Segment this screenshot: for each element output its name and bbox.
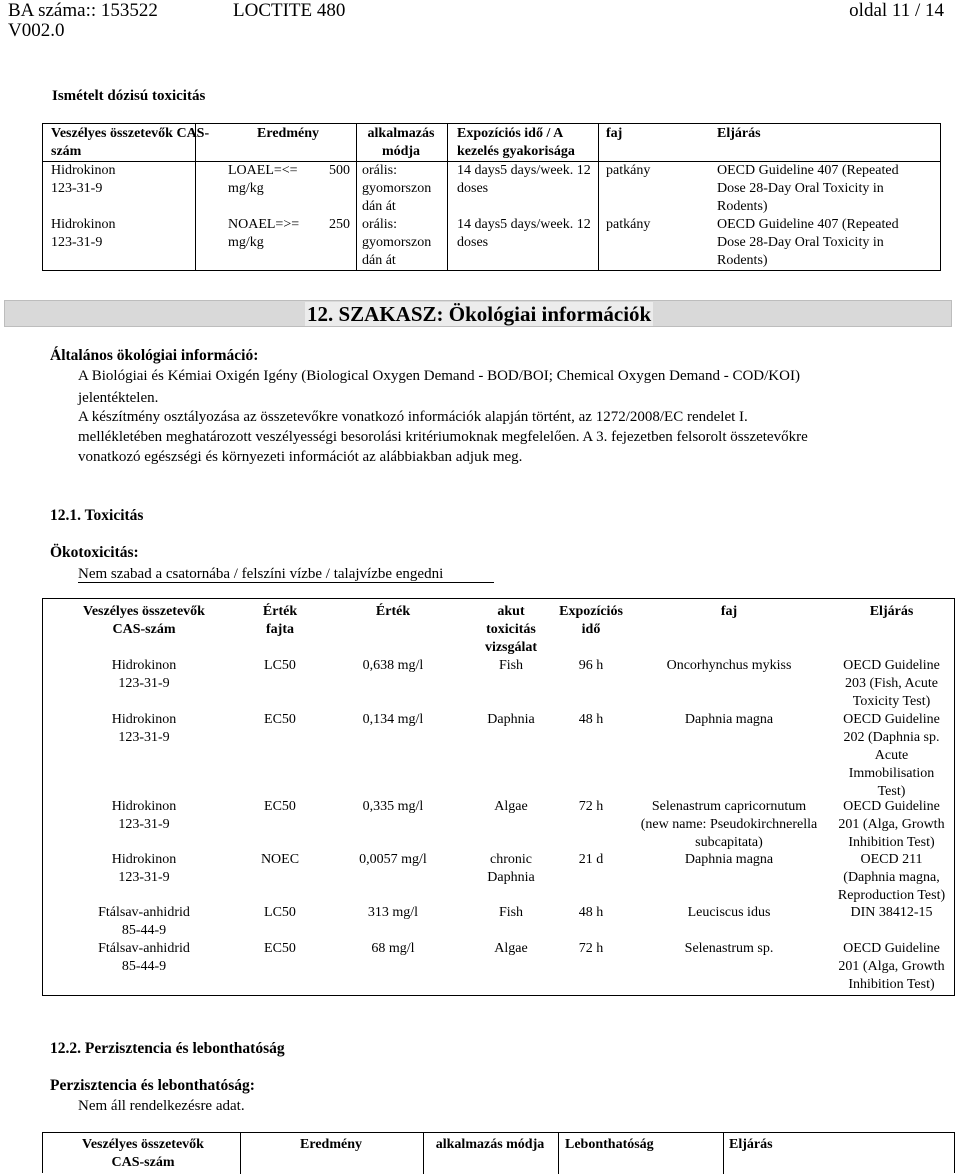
ecotox-text: Nem szabad a csatornába / felszíni vízbe / talajvízbe engedni [78, 566, 444, 582]
substance-cell: Hidrokinon 123-31-9 [111, 799, 177, 832]
method-cell: DIN 38412-15 [850, 905, 933, 920]
persistence-heading: 12.2. Perzisztencia és lebonthatóság [50, 1040, 285, 1057]
persistence-text: Nem áll rendelkezésre adat. [78, 1098, 245, 1114]
col-substance: Veszélyes összetevők CAS-szám [51, 126, 210, 159]
substance-cell: Hidrokinon 123-31-9 [111, 658, 177, 691]
substance-cell: Ftálsav-anhidrid 85-44-9 [98, 941, 190, 974]
col-species: faj [720, 604, 738, 619]
col-substance: Veszélyes összetevők CAS-szám [83, 604, 205, 637]
page-number: oldal 11 / 14 [849, 0, 944, 21]
col-route: alkalmazás módja [367, 126, 435, 159]
value-cell: 0,134 mg/l [362, 712, 424, 727]
acute-test-cell: Algae [494, 941, 528, 956]
general-eco-line-1: A Biológiai és Kémiai Oxigén Igény (Biological Oxygen Demand - BOD/BOI; Chemical Oxygen Demand - COD/KOI) [78, 368, 800, 384]
value-cell: 313 mg/l [367, 905, 419, 920]
value-cell: 0,0057 mg/l [359, 852, 427, 867]
value-type-cell: EC50 [264, 799, 296, 814]
route-cell: orális: gyomorszon dán át [362, 217, 432, 268]
exposure-cell: 48 h [578, 905, 604, 920]
ecotox-heading: Ökotoxicitás: [50, 544, 139, 561]
acute-test-cell: Fish [498, 658, 524, 673]
version: V002.0 [8, 20, 65, 41]
page-header [8, 0, 952, 42]
method-cell: OECD Guideline 201 (Alga, Growth Inhibition Test) [838, 941, 945, 992]
section-12-title: 12. SZAKASZ: Ökológiai információk [307, 302, 652, 326]
col-degradability: Lebonthatóság [565, 1137, 654, 1152]
method-cell: OECD Guideline 202 (Daphnia sp. Acute Immobilisation Test) [843, 712, 940, 799]
result-cell: NOAEL=>= 250 mg/kg [228, 217, 350, 250]
method-cell: OECD 211 (Daphnia magna, Reproduction Test) [837, 852, 946, 903]
section-12-banner [4, 300, 952, 327]
col-result: Eredmény [257, 126, 319, 141]
col-exposure: Expozíciós idő [559, 604, 623, 637]
result-cell: LOAEL=<= 500 mg/kg [228, 163, 350, 196]
species-cell: Selenastrum capricornutum (new name: Pseudokirchnerella subcapitata) [640, 799, 818, 850]
species-cell: patkány [606, 217, 651, 232]
persistence-table [42, 1132, 955, 1173]
acute-test-cell: Fish [498, 905, 524, 920]
toxicity-heading: 12.1. Toxicitás [50, 507, 144, 524]
general-eco-line-4: mellékletében meghatározott veszélyességi besorolási kritériumoknak megfelelően. A 3. fejezetben felsorolt összetevőkre [78, 429, 808, 445]
col-result: Eredmény [300, 1137, 362, 1152]
table-row: Hidrokinon 123-31-9 [51, 163, 116, 196]
col-method: Eljárás [869, 604, 914, 619]
product-name: LOCTITE 480 [233, 0, 346, 21]
exposure-cell: 72 h [578, 799, 604, 814]
col-route: alkalmazás módja [435, 1137, 545, 1152]
col-value: Érték [375, 604, 411, 619]
species-cell: Selenastrum sp. [684, 941, 774, 956]
method-cell: OECD Guideline 203 (Fish, Acute Toxicity Test) [843, 658, 940, 709]
exposure-cell: 21 d [578, 852, 604, 867]
general-eco-line-2: jelentéktelen. [78, 390, 159, 406]
value-cell: 68 mg/l [371, 941, 415, 956]
method-cell: OECD Guideline 407 (Repeated Dose 28-Day Oral Toxicity in Rodents) [717, 163, 899, 214]
exposure-cell: 48 h [578, 712, 604, 727]
substance-cell: Hidrokinon 123-31-9 [111, 852, 177, 885]
exposure-cell: 72 h [578, 941, 604, 956]
col-acute: akut toxicitás vizsgálat [484, 604, 538, 655]
value-type-cell: LC50 [264, 905, 296, 920]
acute-test-cell: Daphnia [487, 712, 535, 727]
repeated-dose-table [42, 123, 941, 271]
exposure-cell: 96 h [578, 658, 604, 673]
value-cell: 0,335 mg/l [362, 799, 424, 814]
value-type-cell: NOEC [260, 852, 300, 867]
method-cell: OECD Guideline 407 (Repeated Dose 28-Day Oral Toxicity in Rodents) [717, 217, 899, 268]
acute-test-cell: Algae [494, 799, 528, 814]
value-type-cell: EC50 [264, 712, 296, 727]
col-method: Eljárás [729, 1137, 773, 1152]
ba-number: BA száma:: 153522 [8, 0, 158, 21]
table-row: Hidrokinon 123-31-9 [51, 217, 116, 250]
ecotox-table [42, 598, 955, 996]
persistence-subheading: Perzisztencia és lebonthatóság: [50, 1077, 255, 1094]
acute-test-cell: chronic Daphnia [487, 852, 535, 885]
col-exposure: Expozíciós idő / A kezelés gyakorisága [457, 126, 575, 159]
species-cell: Oncorhynchus mykiss [666, 658, 792, 673]
exposure-cell: 14 days5 days/week. 12 doses [457, 217, 591, 250]
general-eco-line-3: A készítmény osztályozása az összetevőkre vonatkozó információk alapján történt, az 1272/2008/EC rendelet I. [78, 409, 748, 425]
method-cell: OECD Guideline 201 (Alga, Growth Inhibition Test) [838, 799, 945, 850]
repeated-dose-title: Ismételt dózisú toxicitás [52, 88, 206, 104]
col-method: Eljárás [717, 126, 761, 141]
exposure-cell: 14 days5 days/week. 12 doses [457, 163, 591, 196]
value-type-cell: EC50 [264, 941, 296, 956]
col-substance: Veszélyes összetevők CAS-szám [82, 1137, 204, 1170]
value-cell: 0,638 mg/l [362, 658, 424, 673]
substance-cell: Hidrokinon 123-31-9 [111, 712, 177, 745]
species-cell: Leuciscus idus [687, 905, 771, 920]
col-species: faj [606, 126, 623, 141]
value-type-cell: LC50 [264, 658, 296, 673]
ecotox-text-underline [78, 582, 494, 583]
species-cell: patkány [606, 163, 651, 178]
general-eco-heading: Általános ökológiai információ: [50, 347, 259, 364]
species-cell: Daphnia magna [684, 712, 774, 727]
general-eco-line-5: vonatkozó egészségi és környezeti információt az alábbiakban adjuk meg. [78, 449, 523, 465]
route-cell: orális: gyomorszon dán át [362, 163, 432, 214]
species-cell: Daphnia magna [684, 852, 774, 867]
col-value-type: Érték fajta [262, 604, 298, 637]
substance-cell: Ftálsav-anhidrid 85-44-9 [98, 905, 190, 938]
